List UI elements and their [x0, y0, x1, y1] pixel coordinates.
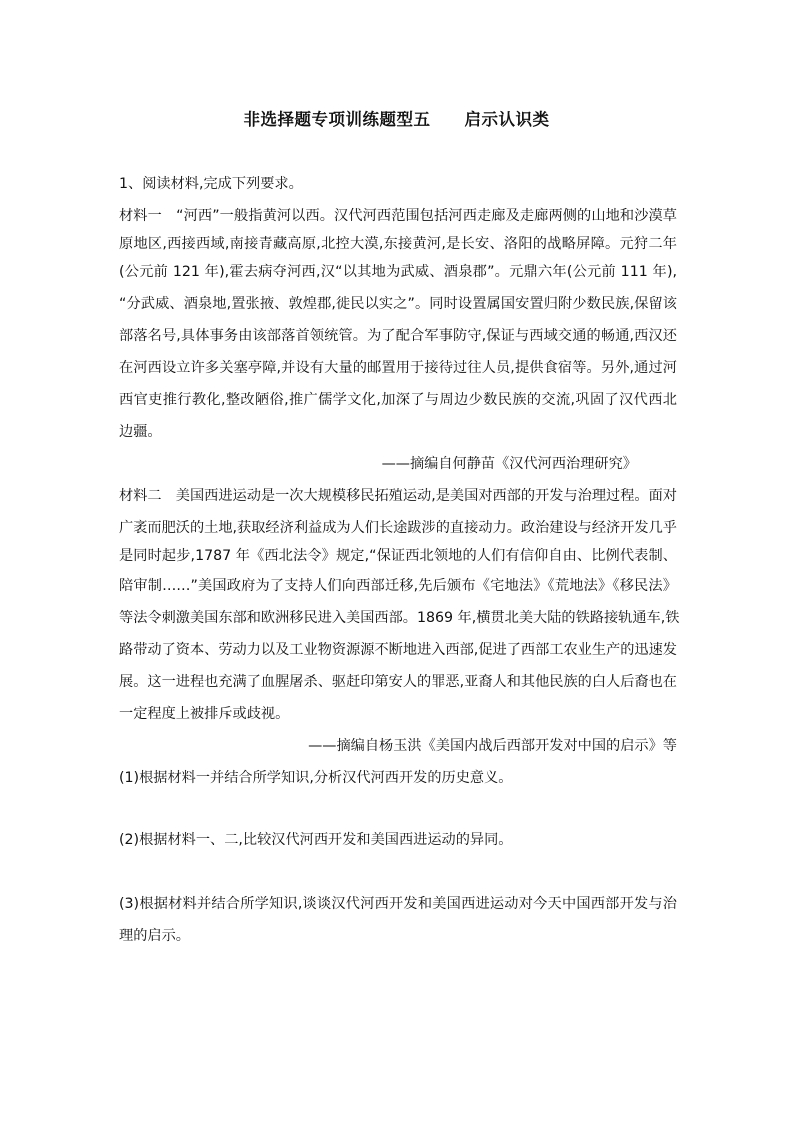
page-title: 非选择题专项训练题型五 启示认识类 — [243, 110, 550, 129]
material-one-line: 原地区,西接西域,南接青藏高原,北控大漠,东接黄河,是长安、洛阳的战略屏障。元狩二年 — [119, 236, 677, 252]
material-two-line: 路带动了资本、劳动力以及工业物资源源不断地进入西部,促进了西部工农业生产的迅速发 — [119, 642, 677, 658]
question-intro: 1、阅读材料,完成下列要求。 — [119, 176, 303, 192]
question-item: (3)根据材料并结合所学知识,谈谈汉代河西开发和美国西进运动对今天中国西部开发与治 — [119, 896, 677, 912]
material-one-line: 边疆。 — [119, 424, 162, 440]
material-one-source: ——摘编自何静苗《汉代河西治理研究》 — [381, 456, 637, 472]
material-two-line: 等法令刺激美国东部和欧洲移民进入美国西部。1869 年,横贯北美大陆的铁路接轨通车,铁 — [119, 610, 680, 626]
material-two-line: 广袤而肥沃的土地,获取经济利益成为人们长途跋涉的直接动力。政治建设与经济开发几乎 — [119, 520, 677, 536]
question-item: 理的启示。 — [119, 928, 190, 944]
question-item: (1)根据材料一并结合所学知识,分析汉代河西开发的历史意义。 — [119, 770, 513, 786]
material-one-line: 材料一 “河西”一般指黄河以西。汉代河西范围包括河西走廊及走廊两侧的山地和沙漠草 — [119, 208, 677, 224]
material-two-line: 陪审制……”美国政府为了支持人们向西部迁移,先后颁布《宅地法》《荒地法》《移民法》 — [119, 578, 677, 594]
material-two-line: 一定程度上被排斥或歧视。 — [119, 706, 290, 722]
material-one-line: (公元前 121 年),霍去病夺河西,汉“以其地为武威、酒泉郡”。元鼎六年(公元前 111 年), — [119, 264, 677, 280]
material-one-line: 在河西设立许多关塞亭障,并设有大量的邮置用于接待过往人员,提供食宿等。另外,通过河 — [119, 360, 677, 376]
material-two-line: 材料二 美国西进运动是一次大规模移民拓殖运动,是美国对西部的开发与治理过程。面对 — [119, 488, 677, 504]
material-one-line: 西官吏推行教化,整改陋俗,推广儒学文化,加深了与周边少数民族的交流,巩固了汉代西北 — [119, 392, 677, 408]
question-item: (2)根据材料一、二,比较汉代河西开发和美国西进运动的异同。 — [119, 832, 513, 848]
material-two-line: 是同时起步,1787 年《西北法令》规定,“保证西北领地的人们有信仰自由、比例代表制、 — [119, 548, 677, 564]
material-two-line: 展。这一进程也充满了血腥屠杀、驱赶印第安人的罪恶,亚裔人和其他民族的白人后裔也在 — [119, 674, 677, 690]
material-two-source: ——摘编自杨玉洪《美国内战后西部开发对中国的启示》等 — [308, 738, 677, 754]
material-one-line: 部落名号,具体事务由该部落首领统管。为了配合军事防守,保证与西域交通的畅通,西汉还 — [119, 328, 677, 344]
material-one-line: “分武威、酒泉地,置张掖、敦煌郡,徙民以实之”。同时设置属国安置归附少数民族,保留该 — [119, 296, 677, 312]
